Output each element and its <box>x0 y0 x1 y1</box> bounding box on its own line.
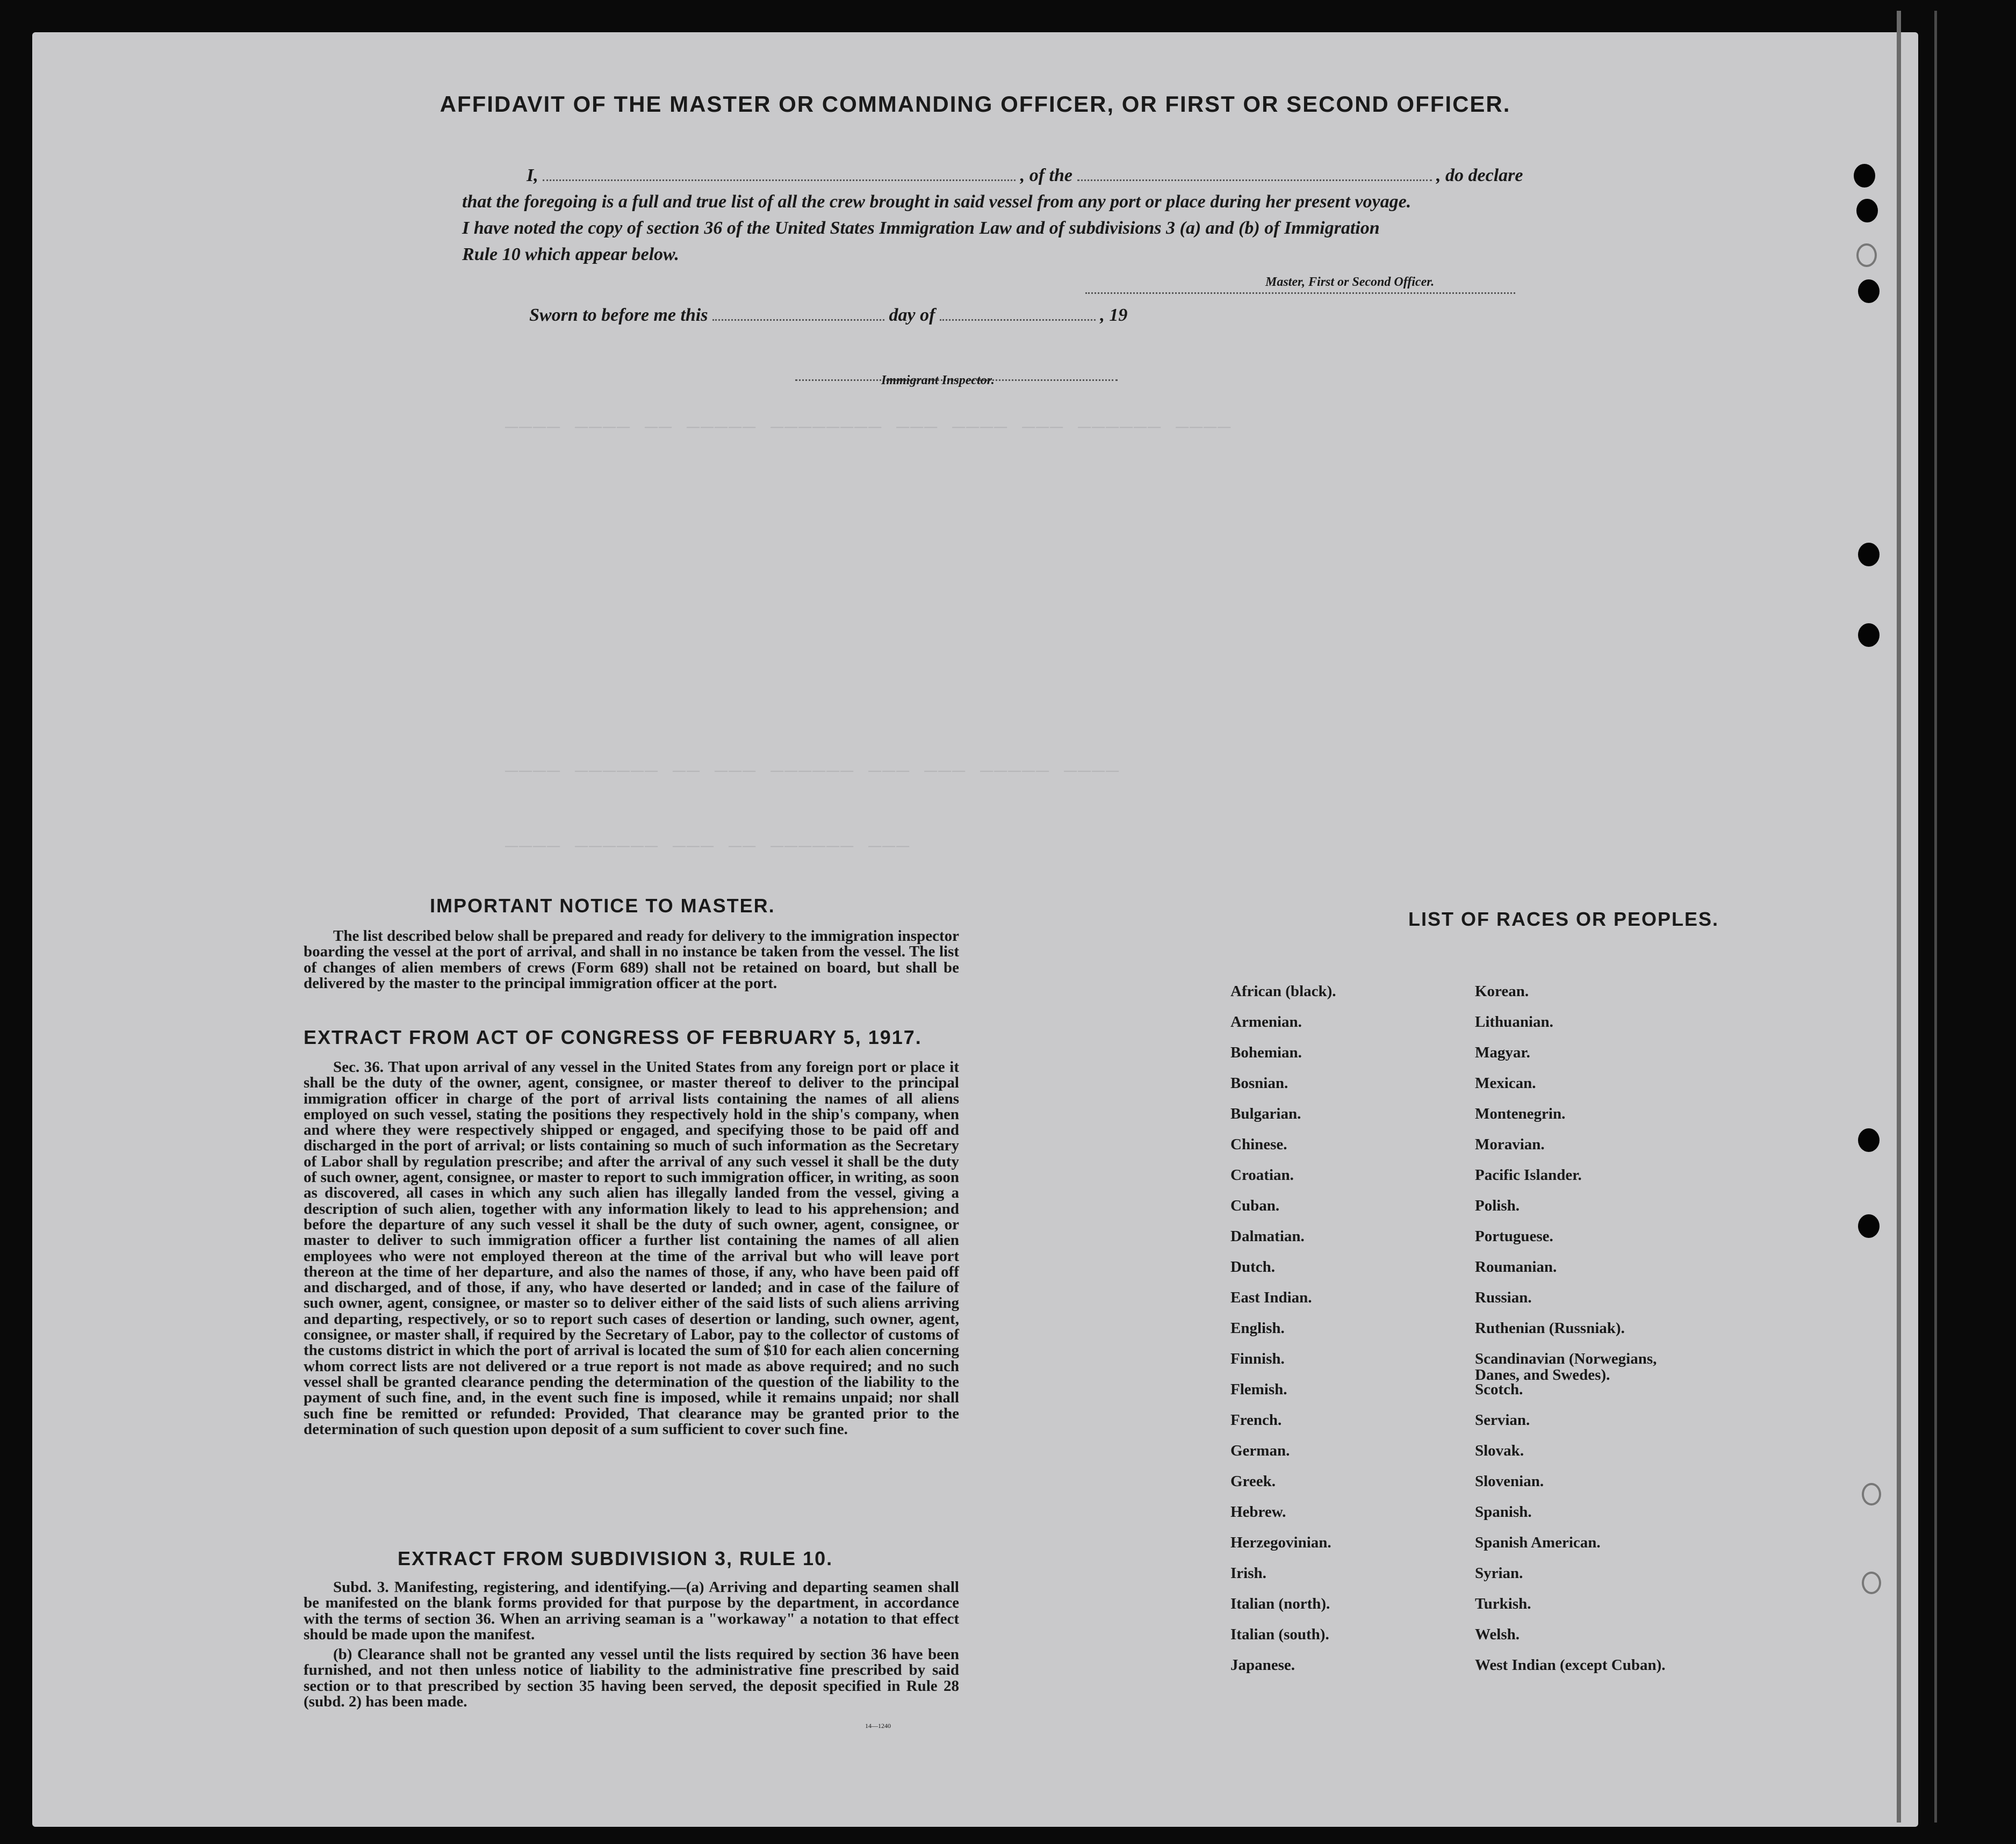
affidavit-title: AFFIDAVIT OF THE MASTER OR COMMANDING OFFICER, OR FIRST OR SECOND OFFICER. <box>440 91 1511 117</box>
binder-hole <box>1858 1128 1880 1152</box>
race-item: Slovak. <box>1475 1442 1524 1459</box>
master-name-field[interactable] <box>543 176 1016 181</box>
act-extract-title: EXTRACT FROM ACT OF CONGRESS OF FEBRUARY 5, 1917. <box>304 1026 922 1048</box>
race-item: Magyar. <box>1475 1044 1530 1061</box>
race-item: Mexican. <box>1475 1075 1536 1092</box>
page-edge <box>1897 11 1901 1823</box>
race-item: Portuguese. <box>1475 1228 1553 1245</box>
race-item: Spanish American. <box>1475 1534 1601 1551</box>
binder-hole <box>1858 1214 1880 1238</box>
binder-hole <box>1858 543 1880 566</box>
sworn-prefix: Sworn to before me this <box>529 305 708 325</box>
binder-hole-empty <box>1862 1483 1881 1506</box>
race-item: Turkish. <box>1475 1595 1531 1612</box>
sworn-day-of: day of <box>889 305 935 325</box>
affidavit-i: I, <box>527 165 538 185</box>
sworn-month-field[interactable] <box>940 316 1096 321</box>
race-item: Italian (south). <box>1230 1626 1329 1643</box>
binder-hole <box>1858 279 1880 303</box>
race-item: Russian. <box>1475 1289 1532 1306</box>
signature-label: Master, First or Second Officer. <box>1265 275 1435 289</box>
binder-hole <box>1858 623 1880 647</box>
race-item: Moravian. <box>1475 1136 1545 1153</box>
sworn-line <box>529 305 1127 326</box>
race-item: German. <box>1230 1442 1290 1459</box>
race-item: Chinese. <box>1230 1136 1287 1153</box>
race-item: Syrian. <box>1475 1565 1523 1582</box>
race-item: West Indian (except Cuban). <box>1475 1656 1666 1674</box>
race-item: Armenian. <box>1230 1013 1302 1031</box>
race-item: African (black). <box>1230 983 1336 1000</box>
vessel-name-field[interactable] <box>1077 176 1432 181</box>
race-item: English. <box>1230 1320 1285 1337</box>
notice-text: The list described below shall be prepared and ready for delivery to the immigration inspector boarding the vessel at the port of arrival, and shall in no instance be taken from the vessel. The list of changes of alien members of crews (Form 689) shall not be retained on board, but shall be delivered by the master to the principal immigration officer at the port. <box>304 927 959 992</box>
affidavit-line-2: that the foregoing is a full and true list of all the crew brought in said vessel from any port or place during her present voyage. <box>462 192 1412 212</box>
affidavit-line-4: Rule 10 which appear below. <box>462 244 679 264</box>
affidavit-declare: , do declare <box>1436 165 1523 185</box>
race-item: Italian (north). <box>1230 1595 1330 1612</box>
race-item: Pacific Islander. <box>1475 1166 1582 1184</box>
races-right-column <box>1475 983 1701 1688</box>
race-item: Dalmatian. <box>1230 1228 1305 1245</box>
race-item: Greek. <box>1230 1473 1276 1490</box>
race-item: Korean. <box>1475 983 1529 1000</box>
affidavit-line-3: I have noted the copy of section 36 of the United States Immigration Law and of subdivisions 3 (a) and (b) of Immigration <box>462 218 1380 238</box>
binder-hole-empty <box>1862 1572 1881 1594</box>
race-item: Dutch. <box>1230 1258 1275 1276</box>
race-item: Herzegovinian. <box>1230 1534 1331 1551</box>
binder-hole <box>1856 199 1878 222</box>
race-item: Cuban. <box>1230 1197 1280 1214</box>
sworn-year: , 19 <box>1100 305 1128 325</box>
race-item: Montenegrin. <box>1475 1105 1566 1122</box>
act-extract-text: Sec. 36. That upon arrival of any vessel in the United States from any foreign port or place it shall be the duty of the owner, agent, consignee, or master thereof to deliver to the principal immigration officer in charge of the port of arrival lists containing the names of all aliens employed on such vessel, stating the positions they respectively hold in the ship's company, when and where they were respectively shipped or engaged, and specifying those to be paid off and discharged in the port of arrival; or lists containing so much of such information as the Secretary of Labor shall by regulation prescribe; and after the arrival of any such vessel it shall be the duty of such owner, agent, consignee, or master to report to such immigration officer, in writing, as soon as discovered, all cases in which any such alien has illegally landed from the vessel, giving a description of such alien, together with any information likely to lead to his apprehension; and before the departure of any such vessel it shall be the duty of such owner, agent, consignee, or master to deliver to such immigration officer a further list containing the names of all alien employees who were not employed thereon at the time of the arrival but who will leave port thereon at the time of her departure, and also the names of those, if any, who have been paid off and discharged, and of those, if any, who have deserted or landed; and in case of the failure of such owner, agent, consignee, or master so to deliver either of the said lists of such aliens arriving and departing, respectively, or so to report such cases of desertion or landing, such owner, agent, consignee, or master shall, if required by the Secretary of Labor, pay to the collector of customs of the customs district in which the port of arrival is located the sum of $10 for each alien concerning whom correct lists are not delivered or a true report is not made as above required; and no such vessel shall be granted clearance pending the determination of the question of the liability to the payment of such fine, and, in the event such fine is imposed, while it remains unpaid; nor shall such fine be remitted or refunded: Provided, That clearance may be granted prior to the determination of such question upon deposit of a sum sufficient to cover such fine. <box>304 1058 959 1438</box>
sworn-day-field[interactable] <box>712 316 884 321</box>
race-item: Bohemian. <box>1230 1044 1302 1061</box>
document-page: ____ ____ __ _____ ________ ___ ____ ___ ______ ____ ____ ______ __ ___ ______ ___ ___ _____ ____ ____ ______ ___ __ ______ ___ AFFIDAVIT OF THE MASTER OR COMMANDING OFFICER, OR FIRST OR SECOND OFFICER. I, , of the , do declare that the foregoing is a full and true list of all the crew brought in said vessel from any port or place during her present voyage. I have noted the copy of section 36 of the United States Immigration Law and of subdivisions 3 (a) and (b) of Immigration Rule 10 which appear below. Master, First or Second Officer. Sworn to before me this day of , 19 Immigrant Inspector. IMPORTANT NOTICE TO MASTER. The list described below shall be prepared and ready for delivery to the immigration inspector boarding the vessel at the port of arrival, and shall in no instance be taken from the vessel. The list of changes of alien members of crews (Form 689) shall not be retained on board, but shall be delivered by the master to the principal immigration officer at the port. EXTRACT FROM ACT OF CONGRESS OF FEBRUARY 5, 1917. Sec. 36. That upon arrival of any vessel in the United States from any foreign port or place it shall be the duty of the owner, agent, consignee, or master thereof to deliver to the principal immigration officer in charge of the port of arrival lists containing the names of all aliens employed on such vessel, stating the positions they respectively hold in the ship's company, when and where they were respectively shipped or engaged, and specifying those to be paid off and discharged in the port of arrival; or lists containing so much of such information as the Secretary of Labor shall by regulation prescribe; and after the arrival of any such vessel it shall be the duty of such owner, agent, consignee, or master to report to such immigration officer, in writing, as soon as discovered, all cases in which any such alien has illegally landed from the vessel, giving a description of such alien, together with any information likely to lead to his apprehension; and before the departure of any such vessel it shall be the duty of such owner, agent, consignee, or master to deliver to such immigration officer a further list containing the names of all alien employees who were not employed thereon at the time of the arrival but who will leave port thereon at the time of her departure, and also the names of those, if any, who have been paid off and discharged, and of those, if any, who have deserted or landed; and in case of the failure of such owner, agent, consignee, or master so to deliver either of the said lists of such aliens arriving and departing, respectively, or so to report such cases of desertion or landing, such owner, agent, consignee, or master shall, if required by the Secretary of Labor, pay to the collector of customs of the customs district in which the port of arrival is located the sum of $10 for each alien concerning whom correct lists are not delivered or a true report is not made as above required; and no such vessel shall be granted clearance pending the determination of the question of the liability to the payment of such fine, and, in the event such fine is imposed, while it remains unpaid; nor shall such fine be remitted or refunded: Provided, That clearance may be granted prior to the determination of such question upon deposit of a sum sufficient to cover such fine. EXTRACT FROM SUBDIVISION 3, RULE 10. Subd. 3. Manifesting, registering, and identifying.—(a) Arriving and departing seamen shall be manifested on the blank forms provided for that purpose by the department, in accordance with the terms of section 36. When an arriving seaman is a "workaway" a notation to that effect should be made upon the manifest. (b) Clearance shall not be granted any vessel until the lists required by section 36 have been furnished, and not then unless notice of liability to the administrative fine prescribed by said section or to that prescribed by section 35 having been served, the deposit specified in Rule 28 (subd. 2) has been made. 14—1240 LIST OF RACES OR PEOPLES. African (black). Armenian. Bohemian. Bosnian. Bulgarian. Chinese. Croatian. Cuban. Dalmatian. Dutch. East Indian. English. Finnish. Flemish. French. German. Greek. Hebrew. Herzegovinian. Irish. Italian (north). Italian (south). Japanese. Korean. Lithuanian. Magyar. Mexican. Montenegrin. Moravian. Pacific Islander. Polish. Portuguese. Roumanian. Russian. Ruthenian (Russniak). Scandinavian (Norwegians, Danes, and Swedes). Scotch. Servian. Slovak. Slovenian. Spanish. Spanish American. Syrian. Turkish. Welsh. West Indian (except Cuban). <box>32 32 1918 1827</box>
rule-extract-text-b: (b) Clearance shall not be granted any vessel until the lists required by section 36 have been furnished, and not then unless notice of liability to the administrative fine prescribed by said section or to that prescribed by section 35 having been served, the deposit specified in Rule 28 (subd. 2) has been made. <box>304 1646 959 1710</box>
race-item: Servian. <box>1475 1411 1530 1429</box>
race-item: Bulgarian. <box>1230 1105 1301 1122</box>
races-title: LIST OF RACES OR PEOPLES. <box>1408 908 1719 930</box>
race-item: Scandinavian (Norwegians, Danes, and Swedes). <box>1475 1350 1657 1384</box>
form-number: 14—1240 <box>865 1722 891 1730</box>
race-item: French. <box>1230 1411 1282 1429</box>
affidavit-line-1 <box>527 165 1523 186</box>
binder-hole <box>1854 164 1875 188</box>
rule-extract-text-a: Subd. 3. Manifesting, registering, and identifying.—(a) Arriving and departing seamen shall be manifested on the blank forms provided for that purpose by the department, in accordance with the terms of section 36. When an arriving seaman is a "workaway" a notation to that effect should be made upon the manifest. <box>304 1579 959 1643</box>
master-signature-field[interactable] <box>1085 289 1515 294</box>
page-edge <box>1934 11 1937 1823</box>
notice-title: IMPORTANT NOTICE TO MASTER. <box>430 895 775 917</box>
race-item: Ruthenian (Russniak). <box>1475 1320 1625 1337</box>
inspector-label: Immigrant Inspector. <box>881 373 995 387</box>
race-item: Flemish. <box>1230 1381 1287 1398</box>
race-item: Spanish. <box>1475 1503 1532 1521</box>
race-item: Scotch. <box>1475 1381 1523 1398</box>
race-item: Polish. <box>1475 1197 1520 1214</box>
race-item: Hebrew. <box>1230 1503 1286 1521</box>
race-item: Croatian. <box>1230 1166 1294 1184</box>
binder-hole-empty <box>1856 243 1877 267</box>
race-item: East Indian. <box>1230 1289 1312 1306</box>
affidavit-of-the: , of the <box>1020 165 1073 185</box>
race-item: Bosnian. <box>1230 1075 1288 1092</box>
race-item: Lithuanian. <box>1475 1013 1553 1031</box>
race-item: Roumanian. <box>1475 1258 1557 1276</box>
race-item: Slovenian. <box>1475 1473 1544 1490</box>
race-item: Finnish. <box>1230 1350 1285 1367</box>
rule-extract-title: EXTRACT FROM SUBDIVISION 3, RULE 10. <box>398 1547 833 1569</box>
races-left-column <box>1230 983 1336 1688</box>
race-item: Welsh. <box>1475 1626 1520 1643</box>
race-item: Irish. <box>1230 1565 1266 1582</box>
race-item: Japanese. <box>1230 1656 1295 1674</box>
